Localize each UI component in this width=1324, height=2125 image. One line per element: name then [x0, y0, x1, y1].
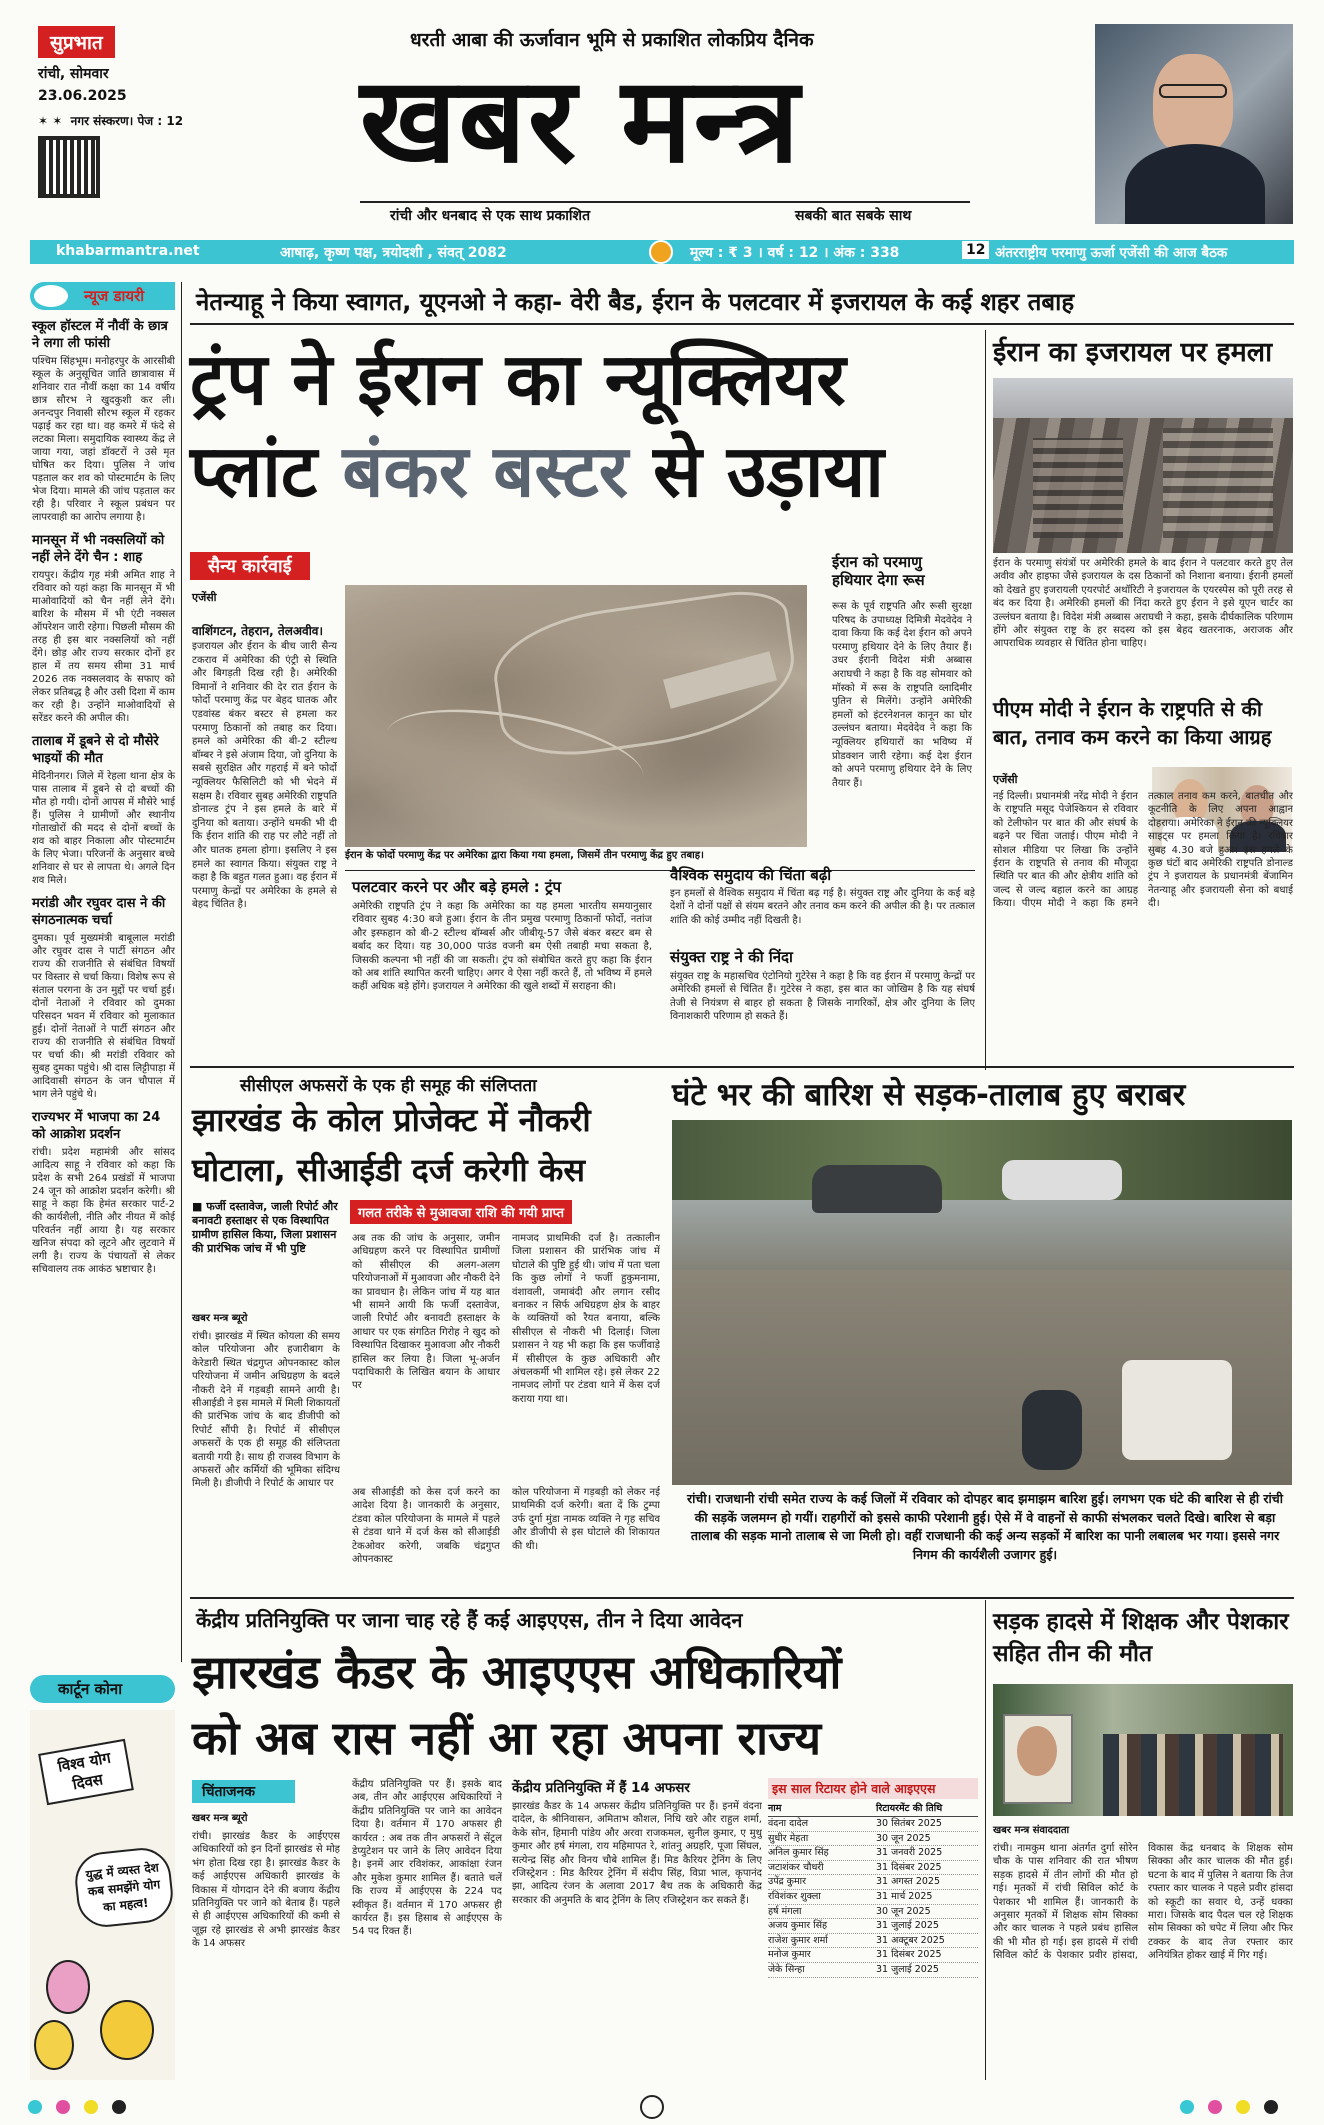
diary-icon — [34, 285, 68, 307]
sub-rule — [345, 870, 975, 871]
subtitle-left: रांची और धनबाद से एक साथ प्रकाशित — [390, 208, 591, 224]
strip-rule — [190, 323, 1294, 325]
masthead-rule — [360, 201, 970, 203]
russia-box-body: रूस के पूर्व राष्ट्रपति और रूसी सुरक्षा परिषद के उपाध्यक्ष दिमित्री मेदवेदेव ने दावा किया कि कई देश ईरान को अपने परमाणु हथियार देने के लिए तैयार हैं। उधर ईरानी विदेश मंत्री अब्बास अराघची ने कहा है कि वह सोमवार को मॉस्को में रूस के राष्ट्रपति व्लादिमीर पुतिन से मिलेंगे। उन्होंने अमेरिकी हमलों को इंटरनेशनल कानून का घोर उल्लंघन बताया। मेदवेदेव ने कहा कि न्यूक्लियर हथियारों का भविष्य में प्रोडक्शन जारी रहेगा। कई देश ईरान को अपने परमाणु हथियार देने के लिए तैयार हैं। — [832, 601, 972, 789]
retire-date: 31 दिसंबर 2025 — [876, 1949, 942, 1961]
rain-caption: रांची। राजधानी रांची समेत राज्य के कई जिलों में रविवार को दोपहर बाद झमाझम बारिश हुई। लगभग एक घंटे की बारिश से ही रांची की सड़कें जलमग्न हो गयीं। राहगीरों को इससे काफी परेशानी हुई। ऐसे में वे वाहनों से काफी संभलकर चलते दिखे। बारिश से बड़ा तालाब की सड़क मानो तालाब से जा मिली हो। वहीं राजधानी की कई अन्य सड़कों में बारिश का पानी लबालब भर गया। इससे नगर निगम की कार्यशैली उजागर हुई। — [687, 1491, 1283, 1562]
retirement-table-title: इस साल रिटायर होने वाले आइएएस — [768, 1778, 978, 1799]
price-info: मूल्य : ₹ 3 । वर्ष : 12 । अंक : 338 — [690, 245, 900, 261]
rain-headline: घंटे भर की बारिश से सड़क-तालाब हुए बराबर — [672, 1077, 1186, 1113]
coal-col2b: अब सीआईडी को केस दर्ज करने का आदेश दिया है। जानकारी के अनुसार, टंडवा कोल परियोजना के मामले में पहले से टंडवा थाने में दर्ज केस को सीआईडी टेकओवर करेगी, जबकि चंद्रगुप्त ओपनकास्ट — [352, 1487, 500, 1566]
coal-highlight-text: फर्जी दस्तावेज, जाली रिपोर्ट और बनावटी हस्ताक्षर से एक विस्थापित ग्रामीण हासिल किया, जिला प्रशासन की प्रारंभिक जांच में भी पुष्टि — [192, 1200, 338, 1255]
coal-col3b: कोल परियोजना में गड़बड़ी को लेकर नई प्राथमिकी दर्ज करेगी। बता दें कि टुम्पा उर्फ दुर्गा मुंडा नामक व्यक्ति ने गृह सचिव और डीजीपी से इस घोटाले की शिकायत की थी। — [512, 1487, 660, 1552]
table-row — [768, 1817, 978, 1832]
diary-item — [32, 532, 175, 725]
retiree-name: सुधीर मेहता — [768, 1832, 809, 1844]
coal-col1: रांची। झारखंड में स्थित कोयला की समय कोल परियोजना और हजारीबाग के केरेडारी स्थित चंद्रगुप्त ओपनकास्ट कोल परियोजना में जमीन अधिग्रहण के बदले नौकरी देने में गड़बड़ी सामने आयी है। सीआईडी ने इस मामले में मिली शिकायतों की प्रारंभिक जांच के बाद डीजीपी को रिपोर्ट सौंपी है। रिपोर्ट में सीसीएल अफसरों के एक ही समूह की संलिप्तता बतायी गयी है। साथ ही राजस्व विभाग के अफसरों और कर्मियों की भूमिका संदिग्ध मिली है। डीजीपी ने रिपोर्ट के आधार पर — [192, 1331, 340, 1490]
city-day: रांची, सोमवार — [38, 66, 109, 82]
iran-attack-body: ईरान के परमाणु संयंत्रों पर अमेरिकी हमले के बाद ईरान ने पलटवार करते हुए तेल अवीव और हाइफा जैसे इजरायल के दस ठिकानों को निशाना बनाया। ईरानी हमलों को देखते हुए इजरायली एयरपोर्ट अथॉरिटी ने इजरायल के एयरस्पेस को पूरी तरह से बंद कर दिया है। अमेरिकी हमलों की निंदा करते हुए ईरान ने इसे यूएन चार्टर का उल्लंघन बताया है। विदेश मंत्री अब्बास अराघची ने कहा, इसके दीर्घकालिक परिणाम होंगे और संयुक्त राष्ट्र के हर सदस्य को इस बेहद खतरनाक, अराजक और आपराधिक व्यवहार से चिंतित होना चाहिए। — [993, 558, 1293, 650]
concern-body: इन हमलों से वैश्विक समुदाय में चिंता बढ़ गई है। संयुक्त राष्ट्र और दुनिया के कई बड़े देशों ने दोनों पक्षों से संयम बरतने और तनाव कम करने की अपील की है। पर तत्काल शांति की कोई उम्मीद नहीं दिखती है। — [670, 888, 975, 926]
table-row — [768, 1905, 978, 1920]
ias-byline: खबर मन्त्र ब्यूरो — [192, 1813, 248, 1824]
coal-highlight-box — [192, 1200, 340, 1256]
lead-line2-highlight: बंकर बस्टर — [342, 429, 629, 513]
retire-date: 31 अगस्त 2025 — [876, 1876, 941, 1888]
registration-mark — [56, 2100, 70, 2114]
lead-headline — [190, 333, 990, 517]
bullet-icon: ■ — [192, 1200, 207, 1213]
un-condemn-body: संयुक्त राष्ट्र के महासचिव एंटोनियो गुटेरेस ने कहा है कि वह ईरान में परमाणु केन्द्रों पर अमेरिकी हमलों से चिंतित हैं। गुटेरेस ने कहा, इस बात का जोखिम है कि यह संघर्ष तेजी से नियंत्रण से बाहर हो सकता है जिसके नागरिकों, क्षेत्र और दुनिया के लिए विनाशकारी परिणाम हो सकते हैं। — [670, 971, 975, 1023]
tagline-top: धरती आबा की ऊर्जावान भूमि से प्रकाशित लोकप्रिय दैनिक — [410, 29, 814, 51]
table-row — [768, 1875, 978, 1890]
lead-line2-part: प्लांट — [190, 429, 318, 513]
diary-item-body: पश्चिम सिंहभूम। मनोहरपुर के आरसीबी स्कूल के अनुसूचित जाति छात्रावास में शनिवार रात नौवीं कक्षा का 14 वर्षीय छात्र सौरभ ने खुदकुशी कर ली। अनन्दपुर निवासी सौरभ स्कूल में रहकर पढ़ाई कर रहा था। वह कमरे में फंदे से लटका मिला। समुदायिक स्वास्थ्य केंद्र ले जाया गया, जहां डॉक्टरों ने उसे मृत घोषित कर दिया। पुलिस ने जांच पड़ताल कर शव को पोस्टमार्टम के लिए भेज दिया। मामले की जांच पड़ताल कर रही है। परिवार ने स्कूल प्रबंधन पर लापरवाही का आरोप लगाया है। — [32, 356, 175, 523]
table-row — [768, 1846, 978, 1861]
registration-mark — [1264, 2100, 1278, 2114]
news-diary-list — [32, 318, 175, 1284]
retiree-name: अजय कुमार सिंह — [768, 1920, 828, 1932]
table-row — [768, 1861, 978, 1876]
retiree-name: राजेश कुमार शर्मा — [768, 1934, 828, 1946]
modi-call-title: पीएम मोदी ने ईरान के राष्ट्रपति से की बात, तनाव कम करने का किया आग्रह — [993, 697, 1272, 749]
coal-kicker: सीसीएल अफसरों के एक ही समूह की संलिप्तता — [240, 1076, 537, 1096]
accident-photo — [993, 1684, 1293, 1816]
ias-col2: केंद्रीय प्रतिनियुक्ति पर हैं। इसके बाद अब, तीन और आईएएस अधिकारियों ने केंद्रीय प्रतिनियुक्ति पर जाने का आवेदन दिया है। वर्तमान में 170 अफसर ही कार्यरत : अब तक तीन अफसरों ने सेंट्रल डेप्युटेशन पर जाने के लिए आवेदन दिया है। इनमें आर रविशंकर, आकांक्षा रंजन और मुकेश कुमार शामिल हैं। बताते चलें कि राज्य में आईएएस के 224 पद स्वीकृत हैं। वर्तमान में 170 अफसर ही कार्यरत हैं। इस हिसाब से आईएएस के 54 पद रिक्त हैं। — [352, 1779, 502, 1938]
registration-mark — [1208, 2100, 1222, 2114]
table-row — [768, 1934, 978, 1949]
retiree-name: हर्ष मंगला — [768, 1905, 802, 1917]
retiree-name: जेके सिन्हा — [768, 1963, 805, 1975]
column-divider — [181, 282, 182, 1662]
masthead — [30, 18, 1294, 233]
retire-date: 31 जनवरी 2025 — [876, 1847, 943, 1859]
modi-call-body: नई दिल्ली। प्रधानमंत्री नरेंद्र मोदी ने ईरान के राष्ट्रपति मसूद पेजेश्कियन से रविवार को टेलीफोन पर बात की और संघर्ष के बढ़ने पर चिंता जताई। पीएम मोदी ने सोशल मीडिया पर लिखा कि उन्होंने ईरान के राष्ट्रपति से तनाव की मौजूदा स्थिति पर बात की और क्षेत्रीय शांति को जल्द से जल्द बहाल करने का आग्रह किया। पीएम मोदी ने कहा कि हमने तत्काल तनाव कम करने, बातचीत और कूटनीति के लिए अपना आह्वान दोहराया। अमेरिका ने ईरान की न्यूक्लियर साइट्स पर हमला किया है। रविवार सुबह 4.30 बजे हुआ। इस हमले के कुछ घंटों बाद अमेरिकी राष्ट्रपति डोनाल्ड ट्रंप ने इजरायल के प्रधानमंत्री बेंजामिन नेतन्याहू और इजरायली सेना को बधाई दी। — [993, 791, 1293, 910]
coal-red-tab: गलत तरीके से मुआवजा राशि की गयी प्राप्त — [350, 1200, 572, 1224]
col-date: रिटायरमेंट की तिथि — [876, 1803, 943, 1814]
ias-col1: रांची। झारखंड कैडर के आईएएस अधिकारियों को इन दिनों झारखंड से मोह भंग होता दिख रहा है। झारखंड कैडर के कई आईएएस अधिकारी झारखंड के विकास में योगदान देने की बजाय केंद्रीय प्रतिनियुक्ति पर जाने को बेताब हैं। पहले से ही आईएएस अधिकारियों की कमी से जूझ रहे झारखंड से अभी झारखंड कैडर के 14 अफसर — [192, 1831, 340, 1950]
iran-attack-title: ईरान का इजरायल पर हमला — [993, 337, 1273, 368]
diary-item-title: तालाब में डूबने से दो मौसेरे भाइयों की मौत — [32, 734, 159, 766]
retire-date: 30 जून 2025 — [876, 1905, 931, 1917]
agency-byline: एजेंसी — [192, 591, 217, 604]
ias-kicker: केंद्रीय प्रतिनियुक्ति पर जाना चाह रहे हैं कई आइएएस, तीन ने दिया आवेदन — [196, 1608, 743, 1632]
retire-date: 30 सितंबर 2025 — [876, 1818, 942, 1829]
masthead-photo — [1095, 24, 1293, 224]
retiree-name: वंदना दादेल — [768, 1818, 809, 1829]
trump-retaliation-title: पलटवार करने पर और बड़े हमले : ट्रंप — [352, 878, 562, 896]
registration-mark — [28, 2100, 42, 2114]
diary-item-body: रायपुर। केंद्रीय गृह मंत्री अमित शाह ने रविवार को यहां कहा कि मानसून में भी माओवादियों को चैन नहीं लेने देंगे। बारिश के मौसम में भी एंटी नक्सल ऑपरेशन जारी रहेगा। पिछली मौसम की तरह ही इस बार नक्सलियों को नहीं देंगे। छोड़ और राज्य सरकार दोनों हर हाल में तय समय सीमा 31 मार्च 2026 तक नक्सलवाद के सफाए को लेकर प्रतिबद्ध है और उसी दिशा में काम कर रही है। उन्होंने माओवादियों से सरेंडर करने की अपील की। — [32, 570, 175, 724]
satellite-photo-caption: ईरान के फोर्दो परमाणु केंद्र पर अमेरिका द्वारा किया गया हमला, जिसमें तीन परमाणु केंद्र हुए तबाह। — [345, 850, 704, 861]
diary-item-body: दुमका। पूर्व मुख्यमंत्री बाबूलाल मरांडी और रघुवर दास ने पार्टी संगठन और राज्य की राजनीति से संबंधित विषयों पर विस्तार से चर्चा किया। विशेष रूप से संताल परगना के उन मुद्दों पर चर्चा हुई। दोनों नेताओं ने रविवार को दुमका परिसदन भवन में रविवार को मुलाकात हुई। दोनों नेताओं ने पार्टी संगठन और राज्य की राजनीति से संबंधित विषयों पर चर्चा की। श्री मरांडी रविवार को सुबह दुमका पहुंचे। श्री दास लिट्टीपाड़ा में आदिवासी संगठन के जन चौपाल में भाग लेने पहुंचे थे। — [32, 933, 175, 1100]
col-name: नाम — [768, 1803, 782, 1814]
ias-box-title: केंद्रीय प्रतिनियुक्ति में हैं 14 अफसर — [512, 1780, 690, 1796]
retiree-name: जटाशंकर चौधरी — [768, 1861, 824, 1873]
ias-tab: चिंताजनक — [192, 1780, 295, 1803]
ias-headline-line2: को अब रास नहीं आ रहा अपना राज्य — [192, 1711, 822, 1765]
cartoon-sign: विश्व योग दिवस — [38, 1739, 134, 1805]
lead-headline-line1: ट्रंप ने ईरान का न्यूक्लियर — [190, 337, 846, 421]
retiree-name: अनिल कुमार सिंह — [768, 1847, 829, 1859]
qr-code-icon — [38, 136, 100, 198]
table-row — [768, 1890, 978, 1905]
concern-title: वैश्विक समुदाय की चिंता बढ़ी — [670, 866, 832, 884]
diary-item — [32, 895, 175, 1101]
table-row — [768, 1832, 978, 1847]
diary-item-title: राज्यभर में भाजपा का 24 को आक्रोश प्रदर्शन — [32, 1110, 161, 1142]
accident-byline: खबर मन्त्र संवाददाता — [993, 1825, 1070, 1836]
diary-item-title: मरांडी और रघुवर दास ने की संगठनात्मक चर्चा — [32, 896, 166, 928]
edition-info-text: नगर संस्करण। पेज : 12 — [70, 114, 184, 128]
issue-date: 23.06.2025 — [38, 88, 127, 104]
diary-item-title: मानसून में भी नक्सलियों को नहीं लेने देंगे चैन : शाह — [32, 533, 165, 565]
news-diary-header — [30, 282, 175, 310]
retiree-name: मनोज कुमार — [768, 1949, 811, 1961]
retirement-table — [768, 1778, 978, 1978]
logo-icon — [649, 240, 673, 264]
table-row — [768, 1919, 978, 1934]
un-condemn-title: संयुक्त राष्ट्र ने की निंदा — [670, 948, 793, 966]
retire-date: 31 जुलाई 2025 — [876, 1920, 939, 1932]
diary-item — [32, 1109, 175, 1276]
page-number: 12 — [962, 241, 989, 259]
russia-box-title: ईरान को परमाणु हथियार देगा रूस — [832, 553, 925, 589]
cartoon-character-icon — [34, 2020, 74, 2070]
retire-date: 31 जुलाई 2025 — [876, 1963, 939, 1975]
retire-date: 31 अक्टूबर 2025 — [876, 1934, 945, 1946]
diary-item — [32, 733, 175, 887]
lead-body: इजरायल और ईरान के बीच जारी सैन्य टकराव में अमेरिका की एंट्री से स्थिति और बिगड़ती दिख रही है। अमेरिकी विमानों ने शनिवार की देर रात ईरान के फोर्दो परमाणु केंद्र पर बेहद घातक और एडवांस्ड बंकर बस्टर से हमला कर परमाणु ठिकानों को तबाह कर दिया। हमले को अमेरिका की बी-2 स्टील्थ बॉम्बर ने इसे अंजाम दिया, जो दुनिया के सबसे सुरक्षित और गहराई में बने फोर्दो न्यूक्लियर फैसिलिटी को भी भेदने में सक्षम है। रविवार सुबह अमेरिकी राष्ट्रपति डोनाल्ड ट्रंप ने इस हमले के बारे में दुनिया को बताया। उन्होंने धमकी भी दी कि ईरान शांति की राह पर लौटे नहीं तो और घातक हमला होगा। इसलिए ने इस हमले का स्वागत किया। संयुक्त राष्ट्र ने कहा है कि बहुत गलत हुआ। वह ईरान में परमाणु केन्द्रों पर अमेरिका के हमले से बेहद चिंतित है। — [192, 641, 337, 911]
modi-byline: एजेंसी — [993, 773, 1018, 786]
registration-mark — [84, 2100, 98, 2114]
accident-divider — [985, 1600, 986, 2080]
destroyed-building-photo — [993, 378, 1293, 553]
mid-rule — [190, 1066, 1294, 1068]
ias-headline-line1: झारखंड कैडर के आइएएस अधिकारियों — [192, 1645, 842, 1699]
diary-item-title: स्कूल हॉस्टल में नौवीं के छात्र ने लगा ली फांसी — [32, 319, 168, 351]
diary-item — [32, 318, 175, 524]
trump-retaliation-body: अमेरिकी राष्ट्रपति ट्रंप ने कहा कि अमेरिका का यह हमला भारतीय समयानुसार रविवार सुबह 4:30 बजे हुआ। ईरान के तीन प्रमुख परमाणु ठिकानों फोर्दो, नतांज और इस्फहान को बी-2 स्टील्थ बॉम्बर्स और जीबीयू-57 जैसे बंकर बस्टर बम से बर्बाद कर दिया। यह 30,000 पाउंड वजनी बम ऐसी तबाही मचा सकता है, जिसकी कल्पना भी नहीं की जा सकती। ट्रंप को संबोधित करते हुए कहा कि ईरान को अब शांति स्थापित करनी चाहिए। अगर वे ऐसा नहीं करते हैं, तो भविष्य में हमले कहीं अधिक बड़े होंगे। इजरायल ने अमेरिका की खुले शब्दों में सराहना की। — [352, 901, 652, 993]
military-action-tab: सैन्य कार्रवाई — [190, 552, 310, 580]
coal-col2: अब तक की जांच के अनुसार, जमीन अधिग्रहण करने पर विस्थापित ग्रामीणों को सीसीएल की अलग-अलग परियोजनाओं में मुआवजा और नौकरी देने का प्रावधान है। लेकिन जांच में यह बात भी सामने आयी कि फर्जी दस्तावेज, जाली रिपोर्ट और बनावटी हस्ताक्षर के आधार पर एक संगठित गिरोह ने खुद को विस्थापित दिखाकर मुआवजा और नौकरी हासिल कर लिया है। जिला भू-अर्जन पदाधिकारी के लिखित बयान के आधार पर — [352, 1233, 500, 1392]
coal-headline-line2: घोटाला, सीआईडी दर्ज करेगी केस — [192, 1151, 585, 1189]
cartoon-bubble: युद्ध में व्यस्त देश कब समझेंगे योग का महत्व! — [72, 1845, 175, 1930]
ias-box-body: झारखंड कैडर के 14 अफसर केंद्रीय प्रतिनियुक्ति पर हैं। इनमें वंदना दादेल, के श्रीनिवासन, अमिताभ कौशल, निधि खरे और राहुल शर्मा, केके सोन, हिमानी पांडेय और अरवा राजकमल, सुनील कुमार, ए मुथु कुमार और हर्ष मंगला, राय महिमापत रे, शांतनु अग्रहरि, पूजा सिंघल, सत्येन्द्र सिंह और विनय चौबे शामिल हैं। मिड कैरियर ट्रेनिंग के लिए रजिस्ट्रेशन : मिड कैरियर ट्रेनिंग में संदीप सिंह, विप्रा भाल, कृपानंद झा, आदित्य रंजन के अलावा 2017 बैच तक के अधिकारी केंद्र सरकार की अनुमति के बाद ट्रेनिंग के लिए रजिस्ट्रेशन कर सकते हैं। — [512, 1801, 762, 1906]
accident-body: रांची। नामकुम थाना अंतर्गत दुर्गा सोरेन चौक के पास शनिवार की रात भीषण सड़क हादसे में तीन लोगों की मौत हो गई। मृतकों में रांची सिविल कोर्ट के पेशकार भी शामिल हैं। जानकारी के अनुसार मृतकों में शिक्षक सोम सिक्का और कार चालक ने पहले प्रबंध हासिल की भी मौत हो गई। इस हादसे में रांची सिविल कोर्ट के पेशकार प्रवीर हांसदा, विकास केंद्र धनबाद के शिक्षक सोम सिक्का और कार चालक की मौत हुई। घटना के बाद में पुलिस ने बताया कि तेज रफ्तार कार चालक ने पहले प्रवीर हांसदा को स्कूटी का सवार थे, उन्हें धक्का मारा। जिसके बाद पैदल चल रहे शिक्षक सोम सिक्का को चपेट में लिया और फिर टक्कर के बाद तेज रफ्तार कार अनियंत्रित होकर खाई में गिर गई। — [993, 1843, 1293, 1962]
coal-byline: खबर मन्त्र ब्यूरो — [192, 1313, 248, 1324]
newspaper-title: खबर मन्त्र — [360, 51, 802, 189]
edition-tag: सुप्रभात — [38, 26, 115, 58]
cartoon-panel — [30, 1710, 175, 2080]
retire-date: 31 दिसंबर 2025 — [876, 1861, 942, 1873]
table-row — [768, 1963, 978, 1978]
retire-date: 31 मार्च 2025 — [876, 1890, 933, 1902]
website-label: khabarmantra.net — [56, 243, 200, 259]
accident-headline: सड़क हादसे में शिक्षक और पेशकार सहित तीन की मौत — [993, 1609, 1289, 1667]
subtitle-right: सबकी बात सबके साथ — [795, 208, 912, 224]
crosshair-icon — [640, 2095, 664, 2119]
registration-mark — [112, 2100, 126, 2114]
registration-mark — [1180, 2100, 1194, 2114]
retiree-name: रविशंकर शुक्ला — [768, 1890, 821, 1902]
coal-headline-line1: झारखंड के कोल प्रोजेक्ट में नौकरी — [192, 1101, 591, 1139]
cartoon-title: कार्टून कोना — [58, 1680, 123, 1698]
edition-info: ✶ ✶ नगर संस्करण। पेज : 12 — [38, 114, 184, 128]
table-row — [768, 1948, 978, 1963]
cartoon-character-icon — [46, 1960, 90, 2014]
infobar-teaser: अंतरराष्ट्रीय परमाणु ऊर्जा एजेंसी की आज बैठक — [995, 245, 1228, 261]
retire-date: 30 जून 2025 — [876, 1832, 931, 1844]
panchang: आषाढ़, कृष्ण पक्ष, त्रयोदशी , संवत् 2082 — [280, 245, 507, 261]
registration-mark — [1236, 2100, 1250, 2114]
top-strip: नेतन्याहू ने किया स्वागत, यूएनओ ने कहा- वेरी बैड, ईरान के पलटवार में इजरायल के कई शहर तबाह — [196, 288, 1075, 316]
lead-headline-line2 — [190, 425, 990, 517]
lead-line2-part: से उड़ाया — [653, 429, 884, 513]
diary-item-body: रांची। प्रदेश महामंत्री और सांसद आदित्य साहू ने रविवार को कहा कि प्रदेश के सभी 264 प्रखंडों में भाजपा 24 जून को आक्रोश प्रदर्शन करेगी। श्री साहू ने कहा कि हेमंत सरकार पार्ट-2 की कार्यशैली, नीति और नीयत में कोई परिवर्तन नहीं आया है। यह सरकार खनिज संपदा को लूटने और लुटवाने में लगी है। राज्य के पंचायतों से लेकर सचिवालय तक आकंठ भ्रष्टाचार है। — [32, 1147, 175, 1275]
retiree-name: उपेंद्र कुमार — [768, 1876, 806, 1888]
right-divider — [985, 330, 986, 1070]
diary-item-body: मेदिनीनगर। जिले में रेहला थाना क्षेत्र के पास तालाब में डूबने से दो बच्चों की मौत हो गयी। दोनों आपस में मौसेरे भाई हैं। पुलिस ने ग्रामीणों और स्थानीय गोताखोरों की मदद से दोनों बच्चों के शव को बाहर निकाला और पोस्टमार्टम के लिए भेजा। परिजनों के अनुसार बच्चे शनिवार से घर से लापता थे। अगले दिन शव मिले। — [32, 771, 175, 886]
retirement-table-header — [768, 1799, 978, 1817]
satellite-photo — [345, 585, 807, 847]
lower-rule — [190, 1597, 1294, 1599]
news-diary-title: न्यूज डायरी — [84, 287, 145, 305]
rain-photo — [672, 1120, 1292, 1485]
cartoon-character-icon — [100, 2000, 154, 2060]
cartoon-header — [30, 1675, 175, 1703]
lead-dateline: वाशिंगटन, तेहरान, तेलअवीव। — [192, 624, 324, 638]
coal-col3: नामजद प्राथमिकी दर्ज है। तत्कालीन जिला प्रशासन की प्रारंभिक जांच में घोटाले की पुष्टि हुई थी। जांच में पता चला कि कुछ लोगों ने फर्जी हुकुमनामा, वंशावली, जमाबंदी और लगान रसीद बनाकर न सिर्फ अधिग्रहण क्षेत्र के बाहर के व्यक्तियों को रैयत बनाया, बल्कि सीसीएल से नौकरी भी दिलाई। जिला प्रशासन ने यह भी कहा कि इस फर्जीवाड़े में सीसीएल के कुछ अधिकारी और अंचलकर्मी भी शामिल रहे। इसे लेकर 22 नामजद लोगों पर टंडवा थाने में केस दर्ज कराया गया था। — [512, 1233, 660, 1405]
